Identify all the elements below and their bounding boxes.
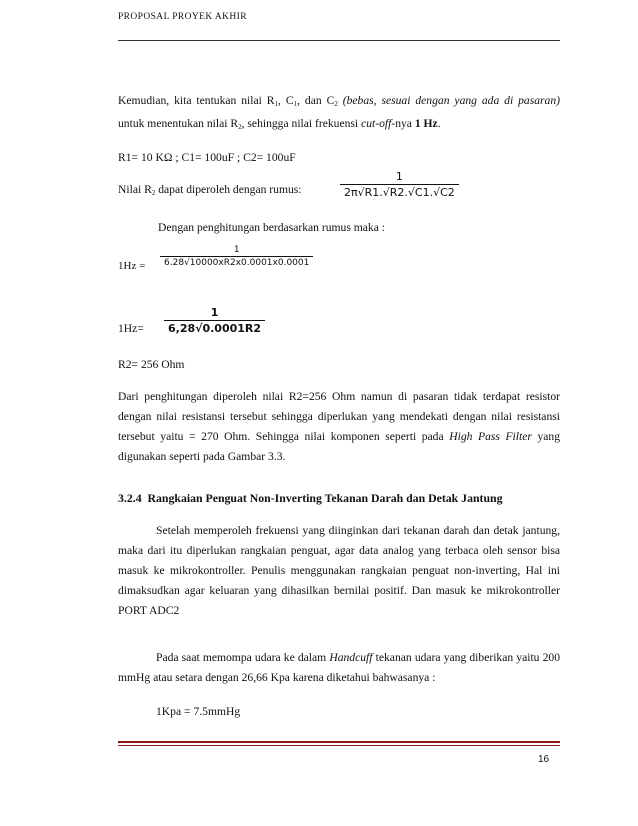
formula-numerator: 1 — [210, 306, 219, 319]
text: , sehingga nilai frekuensi — [241, 117, 362, 130]
paragraph-amplifier: Setelah memperoleh frekuensi yang diinginkan dari tekanan darah dan detak jantung, maka dari itu diperlukan rangkaian penguat, agar data analog yang terbaca oleh sensor bisa masuk ke mikrokontroller. Penulis menggunakan rangkaian penguat non-inverting, Hal ini dimaksudkan agar keluaran yang dihasilkan bernilai positif. Dan masuk ke mikrokontroller PORT ADC2 — [118, 524, 560, 617]
subscript: 2 — [238, 123, 242, 131]
text: dapat diperoleh dengan rumus: — [155, 183, 302, 196]
formula-denominator: 6,28√0.0001R2 — [164, 320, 265, 335]
section-number: 3.2.4 — [118, 491, 142, 505]
subscript: 2 — [151, 189, 156, 197]
page-header-title: PROPOSAL PROYEK AKHIR — [118, 12, 247, 22]
text: Nilai R — [118, 183, 152, 196]
text: , C — [278, 94, 294, 107]
text: tekanan udara yang diberikan yaitu 200 mmHg atau setara dengan 26,66 Kpa karena diketahui bahwasanya : — [118, 651, 560, 684]
footer-divider — [118, 741, 560, 743]
footer-divider-thin — [118, 745, 560, 746]
equation-2-fraction — [160, 245, 313, 268]
text: Dari penghitungan diperoleh nilai R2=256 Ohm namun di pasaran tidak terdapat resistor dengan nilai resistansi tersebut sehingga diperlukan yang mendekati dengan nilai resistansi tersebut yaitu = 270 Ohm. Sehingga nilai komponen seperti pada — [118, 390, 560, 443]
equation-2-lhs: 1Hz = — [118, 260, 146, 272]
paragraph-resistor — [118, 387, 560, 467]
text: , dan C — [297, 94, 335, 107]
paragraph-intro — [118, 91, 560, 137]
r2-result: R2= 256 Ohm — [118, 358, 185, 371]
text: Kemudian, kita tentukan nilai R — [118, 94, 275, 107]
subscript: 1 — [293, 100, 298, 108]
equation-3-lhs: 1Hz= — [118, 322, 144, 335]
header-divider — [118, 40, 560, 41]
bold-text: 1 Hz — [414, 117, 438, 130]
italic-text: High Pass Filter — [449, 430, 532, 443]
formula-intro — [118, 182, 302, 201]
kpa-conversion: 1Kpa = 7.5mmHg — [156, 705, 241, 718]
component-values: R1= 10 KΩ ; C1= 100uF ; C2= 100uF — [118, 151, 296, 164]
formula-numerator: 1 — [233, 245, 240, 255]
text: untuk menentukan nilai R — [118, 117, 239, 130]
formula-denominator: 2π√R1.√R2.√C1.√C2 — [340, 184, 459, 199]
text: Pada saat memompa udara ke dalam — [156, 651, 330, 664]
paragraph-handcuff — [118, 648, 560, 688]
text: -nya — [391, 117, 415, 130]
section-title: Rangkaian Penguat Non-Inverting Tekanan Darah dan Detak Jantung — [147, 491, 503, 505]
equation-3-fraction — [164, 306, 265, 335]
italic-text: cut-off — [361, 117, 392, 130]
italic-text: (bebas, sesuai dengan yang ada di pasaran) — [342, 94, 560, 107]
cutoff-formula — [340, 170, 459, 199]
italic-text: Handcuff — [329, 651, 373, 664]
formula-numerator: 1 — [395, 170, 403, 183]
subscript: 1 — [274, 100, 279, 108]
text: . — [437, 117, 441, 130]
text: yang digunakan seperti pada Gambar 3.3. — [118, 430, 561, 463]
formula-denominator: 6.28√10000xR2x0.0001x0.0001 — [160, 256, 313, 268]
calculation-intro: Dengan penghitungan berdasarkan rumus maka : — [158, 221, 385, 234]
page-number: 16 — [538, 754, 550, 765]
subscript: 2 — [334, 100, 338, 108]
section-heading — [118, 491, 502, 506]
